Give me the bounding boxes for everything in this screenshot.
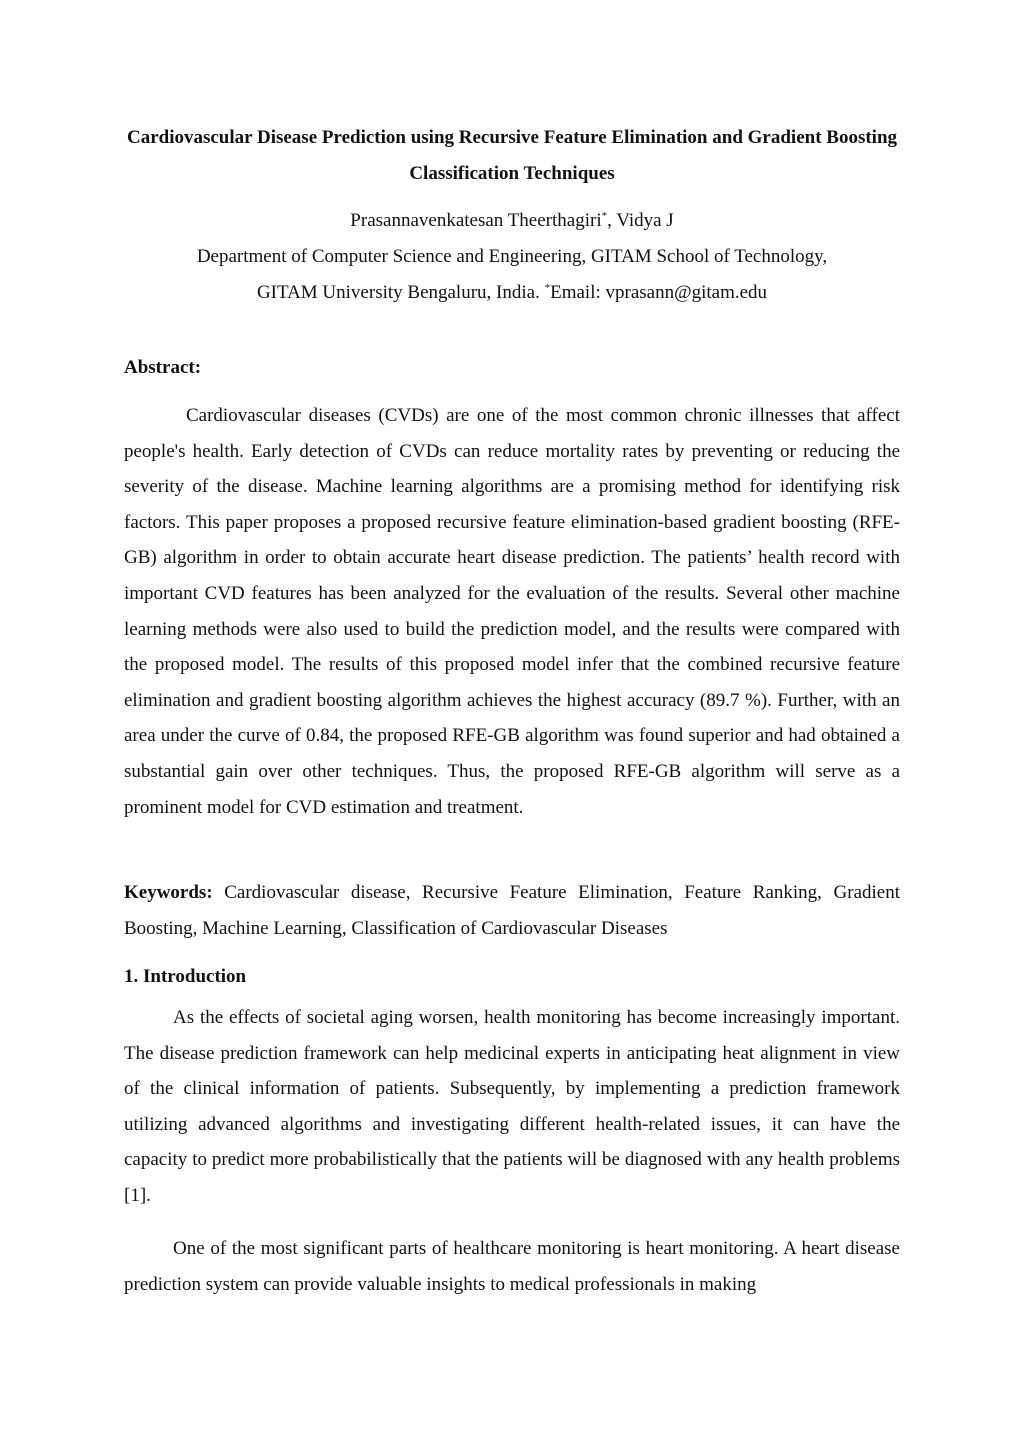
abstract-body: Cardiovascular diseases (CVDs) are one of the most common chronic illnesses that affect people's health. Early detection of CVDs can reduce mortality rates by preventing or reducing the severity of the disease. Machine learning algorithms are a promising method for identifying risk factors. This paper proposes a proposed recursive feature elimination-based gradient boosting (RFE-GB) algorithm in order to obtain accurate heart disease prediction. The patients’ health record with important CVD features has been analyzed for the evaluation of the results. Several other machine learning methods were also used to build the prediction model, and the results were compared with the proposed model. The results of this proposed model infer that the combined recursive feature elimination and gradient boosting algorithm achieves the highest accuracy (89.7 %). Further, with an area under the curve of 0.84, the proposed RFE-GB algorithm was found superior and had obtained a substantial gain over other techniques. Thus, the proposed RFE-GB algorithm will serve as a prominent model for CVD estimation and treatment. (124, 405, 900, 818)
section-heading-introduction: 1. Introduction (124, 966, 247, 987)
intro-paragraph-2: One of the most significant parts of healthcare monitoring is heart monitoring. A heart disease prediction system can provide valuable insights to medical professionals in making (124, 1238, 900, 1295)
intro-paragraph-1: As the effects of societal aging worsen, health monitoring has become increasingly important. The disease prediction framework can help medicinal experts in anticipating heat alignment in view of the clinical information of patients. Subsequently, by implementing a prediction framework utilizing advanced algorithms and investigating different health-related issues, it can have the capacity to predict more probabilistically that the patients will be diagnosed with any health problems [1]. (124, 1007, 900, 1206)
affiliation-university: GITAM University Bengaluru, India. (256, 282, 545, 303)
author-line (124, 209, 900, 233)
corresponding-author-mark: * (601, 210, 608, 222)
keywords-list: Cardiovascular disease, Recursive Feature Elimination, Feature Ranking, Gradient Boosting, Machine Learning, Classification of Cardiovascular Diseases (124, 882, 900, 939)
affiliation-line-1: Department of Computer Science and Engineering, GITAM School of Technology, (196, 246, 828, 267)
affiliation-line-2 (124, 281, 900, 305)
email-mark: * (544, 282, 551, 294)
author-email: Email: vprasann@gitam.edu (550, 282, 768, 303)
keywords-paragraph (124, 875, 900, 946)
author-name-1: Prasannavenkatesan Theerthagiri (350, 210, 602, 231)
author-name-2: , Vidya J (607, 210, 674, 231)
paper-title: Cardiovascular Disease Prediction using Recursive Feature Elimination and Gradient Boosting Classification Techniques (126, 127, 898, 184)
abstract-heading: Abstract: (124, 357, 202, 378)
keywords-label: Keywords: (124, 882, 213, 903)
